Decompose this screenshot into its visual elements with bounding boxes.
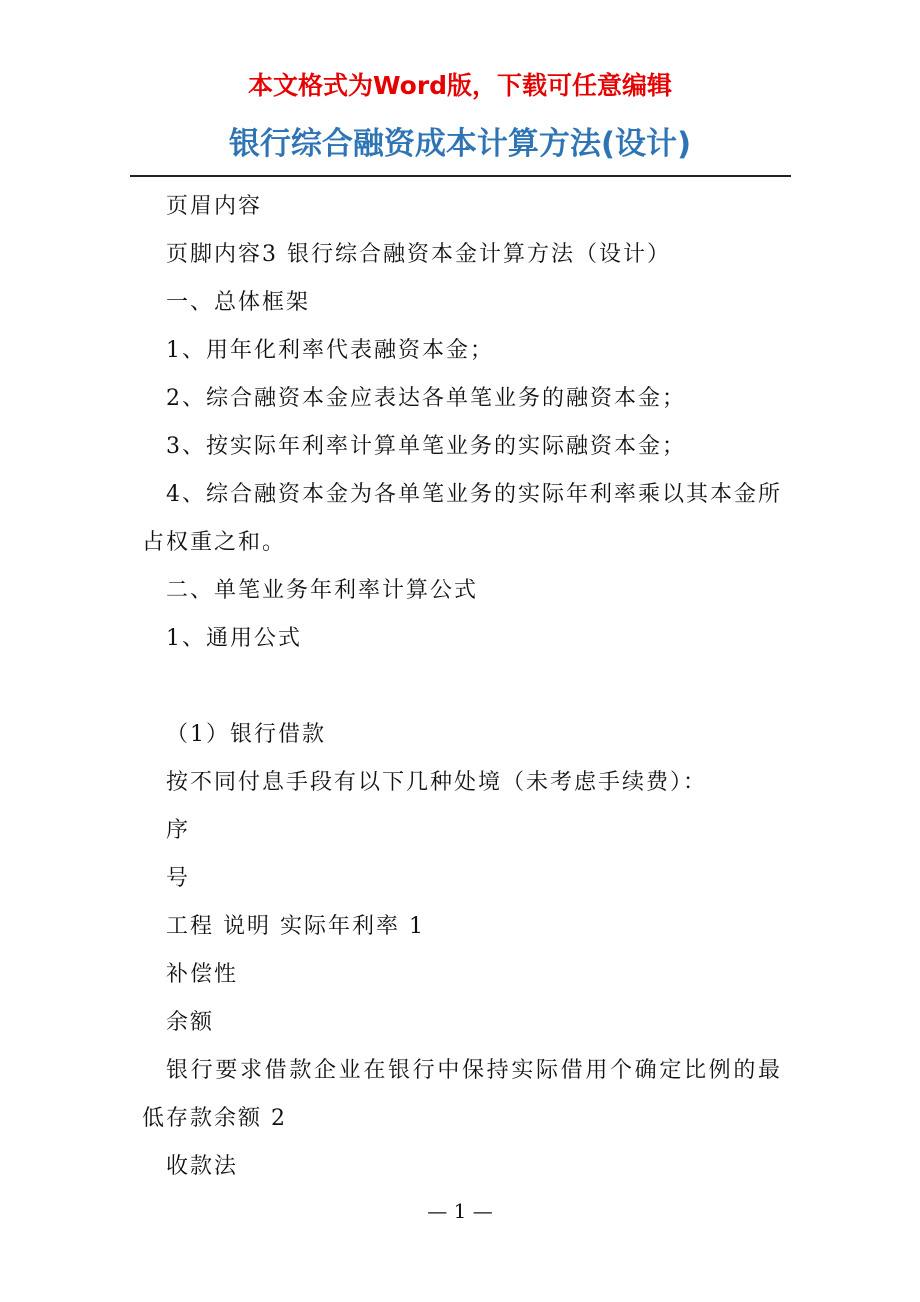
section-heading-formula: 二、单笔业务年利率计算公式 (166, 578, 479, 603)
list-item-2: 2、综合融资本金应表达各单笔业务的融资本金； (166, 386, 686, 411)
paragraph-payment-methods: 按不同付息手段有以下几种处境（未考虑手续费）： (166, 770, 708, 795)
document-title: 银行综合融资成本计算方法(设计) (228, 126, 692, 162)
subheading-general-formula: 1、通用公式 (166, 626, 302, 651)
table-cell-seq-1: 序 (166, 818, 191, 843)
table-cell-compensating-2: 余额 (166, 1010, 215, 1035)
list-item-1: 1、用年化利率代表融资本金； (166, 338, 494, 363)
subheading-bank-loan: （1）银行借款 (166, 722, 326, 747)
table-cell-seq-2: 号 (166, 866, 191, 891)
paragraph-header-content: 页眉内容 (166, 194, 263, 219)
table-cell-compensating-1: 补偿性 (166, 962, 239, 987)
title-divider (130, 175, 791, 177)
table-cell-compensating-description: 银行要求借款企业在银行中保持实际借用个确定比例的最低存款余额 2 (142, 1058, 782, 1131)
table-header-row: 工程 说明 实际年利率 1 (166, 914, 425, 939)
page-number: — 1 — (427, 1199, 493, 1223)
blank-line (142, 663, 782, 711)
section-heading-framework: 一、总体框架 (166, 290, 311, 315)
document-body (142, 183, 782, 1191)
format-notice: 本文格式为Word版，下载可任意编辑 (247, 71, 673, 100)
table-cell-collection-method: 收款法 (166, 1154, 239, 1179)
list-item-3: 3、按实际年利率计算单笔业务的实际融资本金； (166, 434, 686, 459)
paragraph-footer-content: 页脚内容3 银行综合融资本金计算方法（设计） (166, 242, 671, 267)
list-item-4: 4、综合融资本金为各单笔业务的实际年利率乘以其本金所占权重之和。 (142, 482, 782, 555)
